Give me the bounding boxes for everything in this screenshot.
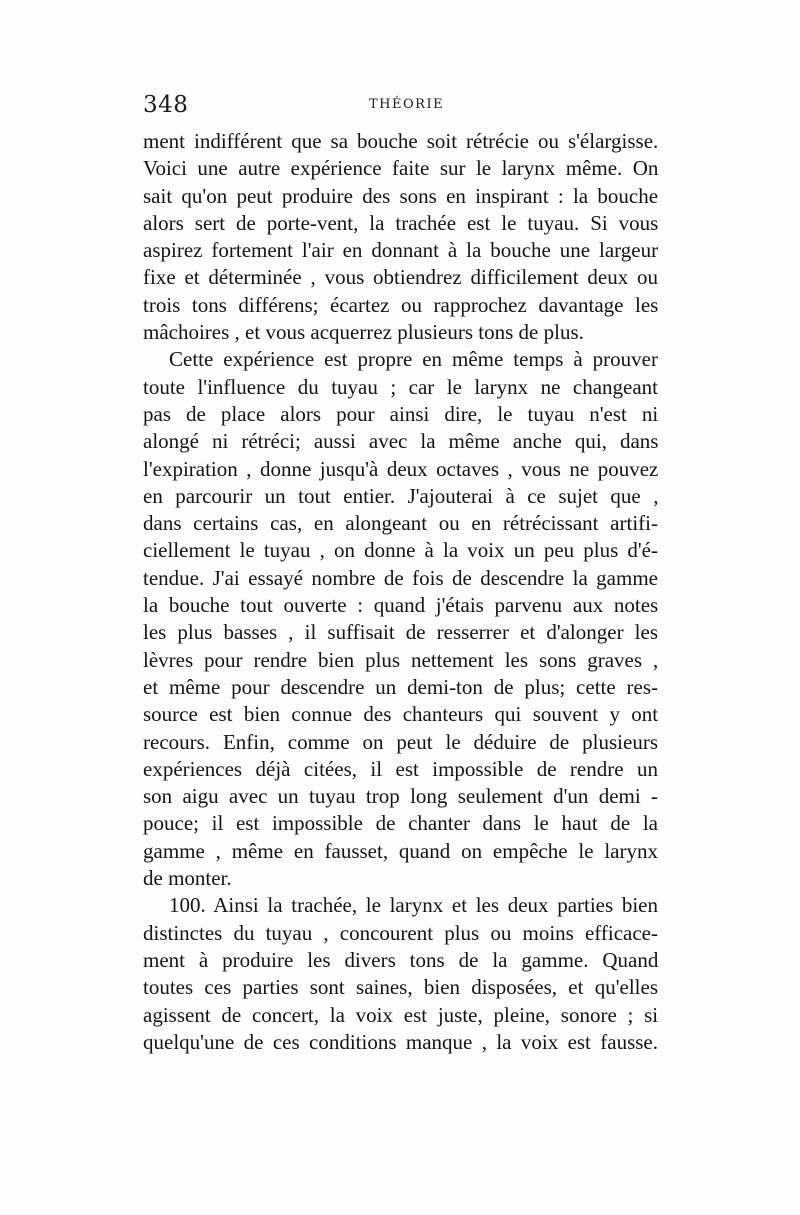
text-line: de monter. [143,866,232,891]
text-line: dans certains cas, en alongeant ou en rétrécissant artifi- [143,511,658,536]
text-line: Voici une autre expérience faite sur le larynx même. On [143,156,659,181]
text-line: mâchoires , et vous acquerrez plusieurs tons de plus. [143,320,584,345]
text-line: les plus basses , il suffisait de resserrer et d'alonger les [143,620,658,645]
page-header [143,92,663,122]
text-line: ciellement le tuyau , on donne à la voix un peu plus d'é- [143,538,658,563]
text-line: toute l'influence du tuyau ; car le larynx ne changeant [143,374,658,399]
text-line: fixe et déterminée , vous obtiendrez difficilement deux ou [143,265,658,290]
text-line: pouce; il est impossible de chanter dans le haut de la [143,811,658,836]
text-line: et même pour descendre un demi-ton de plus; cette res- [143,674,658,699]
paragraph-2 [143,346,658,892]
text-line: alongé ni rétréci; aussi avec la même anche qui, dans [143,429,659,454]
text-line: recours. Enfin, comme on peut le déduire de plusieurs [143,729,658,754]
text-line: pas de place alors pour ainsi dire, le tuyau n'est ni [143,401,659,426]
text-line: expériences déjà citées, il est impossible de rendre un [143,756,658,781]
text-line: agissent de concert, la voix est juste, pleine, sonore ; si [143,1002,659,1027]
text-line: son aigu avec un tuyau trop long seulement d'un demi - [143,784,658,809]
text-line: en parcourir un tout entier. J'ajouterai à ce sujet que , [143,483,659,508]
text-line: tendue. J'ai essayé nombre de fois de descendre la gamme [143,565,658,590]
text-line: aspirez fortement l'air en donnant à la bouche une largeur [143,238,659,263]
text-line: sait qu'on peut produire des sons en inspirant : la bouche [143,183,659,208]
text-line: ment à produire les divers tons de la gamme. Quand [143,947,659,972]
text-line: la bouche tout ouverte : quand j'étais parvenu aux notes [143,593,659,618]
text-line: l'expiration , donne jusqu'à deux octaves , vous ne pouvez [143,456,659,481]
text-line: 100. Ainsi la trachée, le larynx et les deux parties bien [169,893,658,918]
text-line: trois tons différens; écartez ou rapprochez davantage les [143,292,659,317]
text-line: toutes ces parties sont saines, bien disposées, et qu'elles [143,975,658,1000]
text-line: quelqu'une de ces conditions manque , la voix est fausse. [143,1029,658,1054]
text-line: alors sert de porte-vent, la trachée est le tuyau. Si vous [143,210,659,235]
body-text [143,128,658,1056]
paragraph-1 [143,128,658,346]
text-line: Cette expérience est propre en même temps à prouver [169,347,658,372]
running-head: THÉORIE [369,97,445,112]
text-line: lèvres pour rendre bien plus nettement les sons graves , [143,647,659,672]
text-line: ment indifférent que sa bouche soit rétrécie ou s'élargisse. [143,129,659,153]
text-line: distinctes du tuyau , concourent plus ou moins efficace- [143,920,658,945]
page-number: 348 [143,92,189,118]
text-line: source est bien connue des chanteurs qui souvent y ont [143,702,659,727]
paragraph-3 [143,892,658,1056]
text-line: gamme , même en fausset, quand on empêche le larynx [143,838,658,863]
